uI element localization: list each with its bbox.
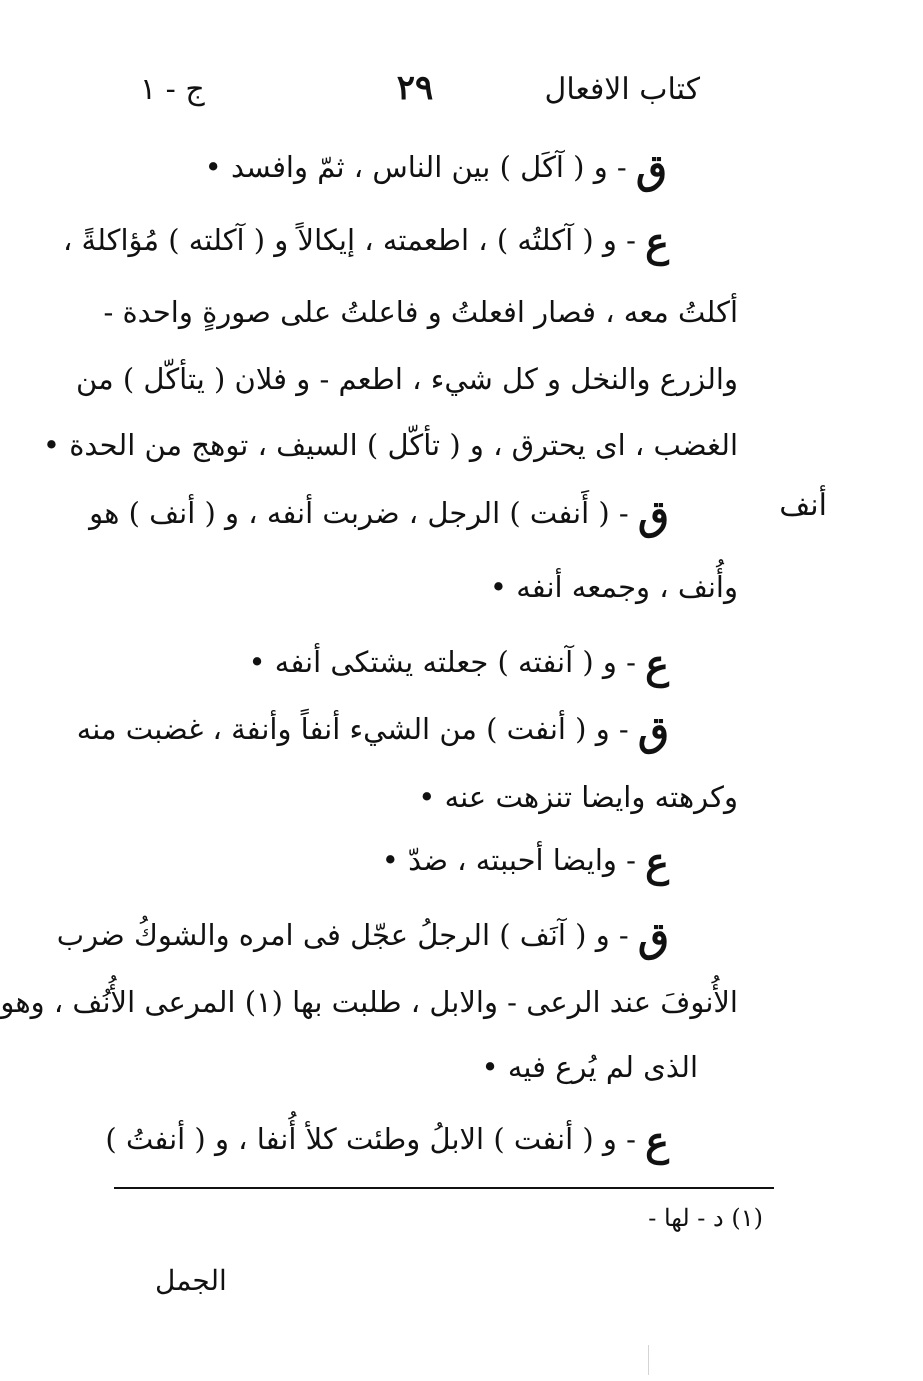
entry-letter: ع xyxy=(645,1118,669,1165)
text-line-9 xyxy=(76,708,669,755)
line-text: وكرهته وايضا تنزهت عنه • xyxy=(418,780,738,814)
text-line-12 xyxy=(56,914,669,961)
line-text: والزرع والنخل و كل شيء ، اطعم - و فلان ( يتأكّل ) من xyxy=(76,362,738,396)
entry-letter: ق xyxy=(637,914,669,961)
line-text: - و ( آنَف ) الرجلُ عجّل فى امره والشوكُ ضرب xyxy=(56,918,638,952)
text-line-8 xyxy=(248,641,669,688)
text-line-7 xyxy=(490,570,738,610)
line-text: الأُنوفَ عند الرعى - والابل ، طلبت بها (١) المرعى الأُنُف ، وهو xyxy=(0,985,738,1019)
text-line-14 xyxy=(482,1050,698,1090)
text-line-15 xyxy=(105,1118,669,1165)
page-header xyxy=(130,68,700,122)
text-line-5 xyxy=(43,428,738,468)
text-line-1 xyxy=(204,146,667,193)
line-text: الغضب ، اى يحترق ، و ( تأكّل ) السيف ، توهج من الحدة • xyxy=(42,428,738,462)
footnote-divider xyxy=(114,1187,774,1189)
text-line-4 xyxy=(76,362,738,402)
line-text: - و ( أنفت ) من الشيء أنفاً وأنفة ، غضبت منه xyxy=(76,712,638,746)
text-line-11 xyxy=(381,839,669,886)
line-text: - وايضا أحببته ، ضدّ • xyxy=(381,843,646,877)
entry-letter: ق xyxy=(637,492,669,539)
line-text: - و ( أنفت ) الابلُ وطئت كلأ أُنفا ، و ( أنفتُ ) xyxy=(105,1122,646,1156)
line-text: - و ( آكلتُه ) ، اطعمته ، إيكالاً و ( آكلته ) مُؤاكلةً ، xyxy=(62,223,646,257)
book-title: كتاب الافعال xyxy=(544,72,700,107)
margin-note: أنف xyxy=(779,488,827,523)
line-text: وأُنف ، وجمعه أنفه • xyxy=(489,570,738,604)
volume-number: ج - ١ xyxy=(140,72,205,107)
line-text: - ( أَنفت ) الرجل ، ضربت أنفه ، و ( أنف ) هو xyxy=(89,496,638,530)
entry-letter: ع xyxy=(645,641,669,688)
line-text: أكلتُ معه ، فصار افعلتُ و فاعلتُ على صورةٍ واحدة - xyxy=(103,295,738,329)
line-text: - و ( آكَل ) بين الناس ، ثمّ وافسد • xyxy=(204,150,636,184)
text-line-10 xyxy=(418,780,738,820)
entry-letter: ق xyxy=(635,146,667,193)
footnote: (١) د - لها - xyxy=(648,1204,763,1232)
catchword: الجمل xyxy=(155,1264,227,1297)
text-line-6 xyxy=(89,492,669,539)
text-line-2 xyxy=(62,219,669,266)
entry-letter: ق xyxy=(637,708,669,755)
text-line-13 xyxy=(0,985,738,1025)
entry-letter: ع xyxy=(645,219,669,266)
page-number: ٢٩ xyxy=(396,68,434,108)
line-text: - و ( آنفته ) جعلته يشتكى أنفه • xyxy=(248,645,646,679)
entry-letter: ع xyxy=(645,839,669,886)
text-line-3 xyxy=(103,295,738,335)
scan-mark xyxy=(648,1345,649,1375)
line-text: الذى لم يُرع فيه • xyxy=(481,1050,698,1084)
